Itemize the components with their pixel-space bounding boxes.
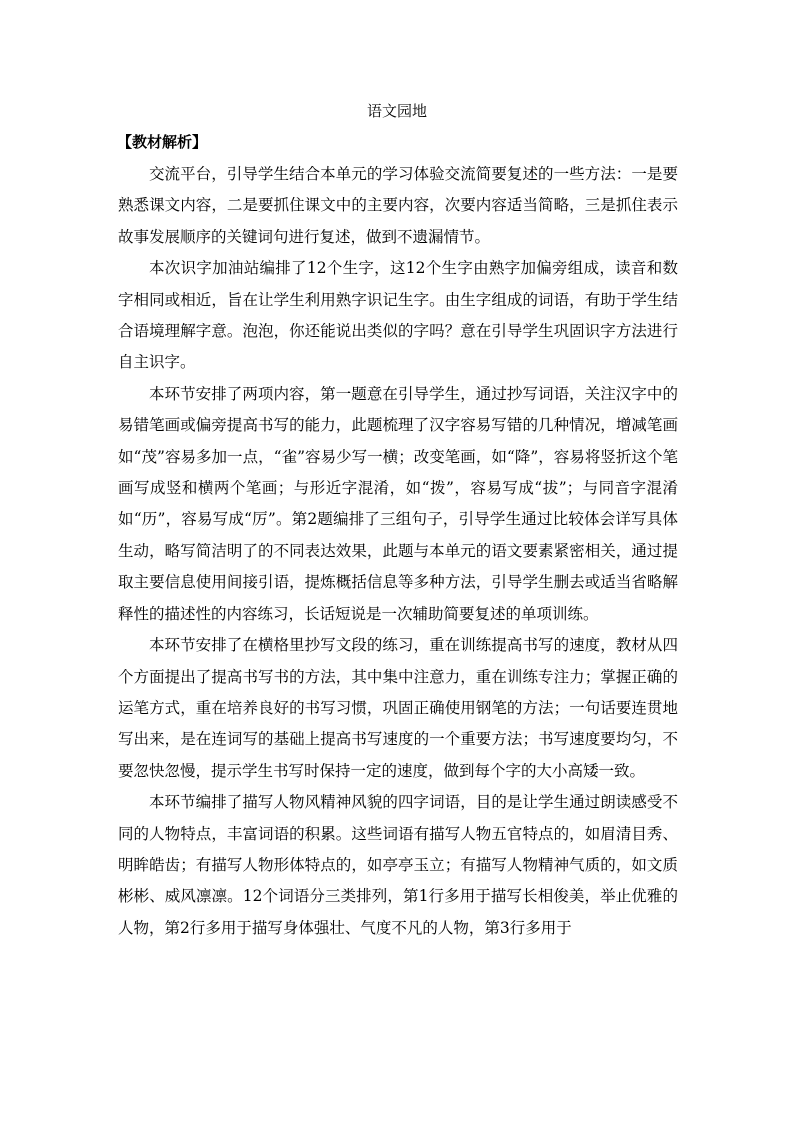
section-heading: 【教材解析】 (117, 133, 208, 151)
page-title: 语文园地 (366, 102, 427, 120)
paragraph-exchange-platform: 交流平台，引导学生结合本单元的学习体验交流简要复述的一些方法：一是要熟悉课文内容，二是要抓住课文中的主要内容，次要内容适当简略，三是抓住表示故事发展顺序的关键词句进行复述，做到不遗漏情节。 (118, 165, 678, 246)
paragraph-word-copying: 本环节安排了两项内容，第一题意在引导学生，通过抄写词语，关注汉字中的易错笔画或偏旁提高书写的能力，此题梳理了汉字容易写错的几种情况，增减笔画如“茂”容易多加一点，“雀”容易少写一横；改变笔画，如“降”，容易将竖折这个笔画写成竖和横两个笔画；与形近字混淆，如“拨”，容易写成“拔”；与同音字混淆如“历”，容易写成“厉”。第2题编排了三组句子，引导学生通过比较体会详写具体生动，略写简洁明了的不同表达效果，此题与本单元的语文要素紧密相关，通过提取主要信息使用间接引语，提炼概括信息等多种方法，引导学生删去或适当省略解释性的描述性的内容练习，长话短说是一次辅助简要复述的单项训练。 (118, 384, 678, 623)
paragraph-literacy-station: 本次识字加油站编排了12个生字，这12个生字由熟字加偏旁组成，读音和数字相同或相近，旨在让学生利用熟字识记生字。由生字组成的词语，有助于学生结合语境理解字意。泡泡，你还能说出类似的字吗？意在引导学生巩固识字方法进行自主识字。 (118, 259, 678, 372)
paragraph-four-character-words: 本环节编排了描写人物风精神风貌的四字词语，目的是让学生通过朗读感受不同的人物特点，丰富词语的积累。这些词语有描写人物五官特点的，如眉清目秀、明眸皓齿；有描写人物形体特点的，如亭亭玉立；有描写人物精神气质的，如文质彬彬、威风凛凛。12个词语分三类排列，第1行多用于描写长相俊美，举止优雅的人物，第2行多用于描写身体强壮、气度不凡的人物，第3行多用于 (118, 793, 678, 937)
paragraph-writing-speed: 本环节安排了在横格里抄写文段的练习，重在训练提高书写的速度，教材从四个方面提出了提高书写书的方法，其中集中注意力，重在训练专注力；掌握正确的运笔方式，重在培养良好的书写习惯，巩固正确使用钢笔的方法；一句话要连贯地写出来，是在连词写的基础上提高书写速度的一个重要方法；书写速度要均匀，不要忽快忽慢，提示学生书写时保持一定的速度，做到每个字的大小高矮一致。 (118, 636, 678, 780)
body-text (118, 159, 678, 944)
